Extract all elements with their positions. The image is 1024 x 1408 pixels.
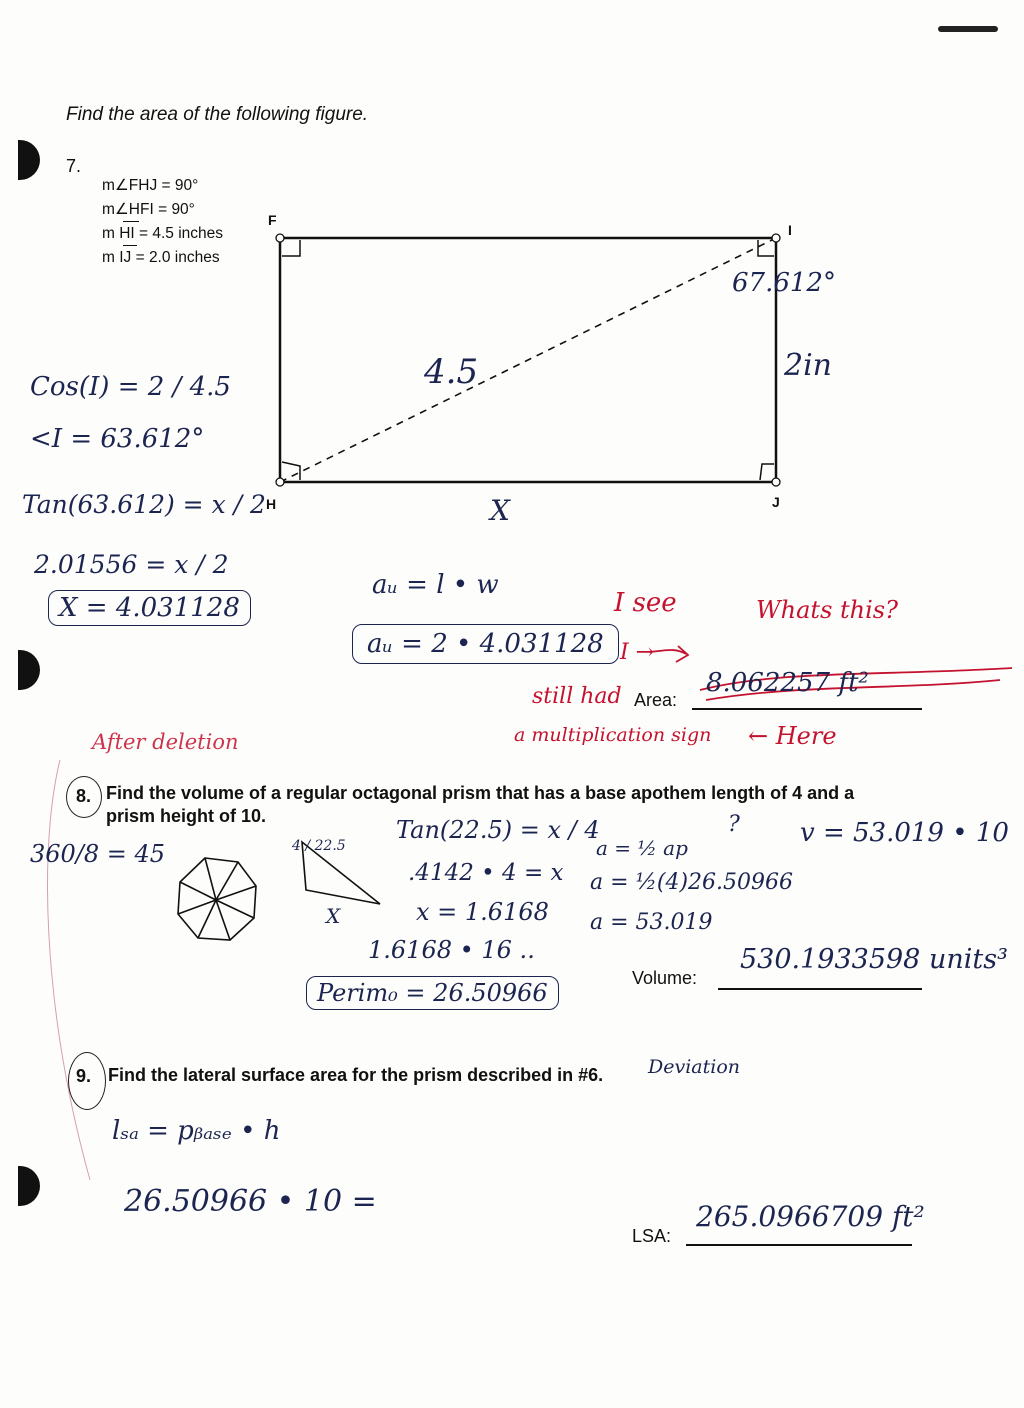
q9-work-calc: 26.50966 • 10 = [124, 1184, 377, 1219]
q7-work-cos: Cos(I) = 2 / 4.5 [30, 372, 231, 402]
q8-work-volume: v = 53.019 • 10 [800, 818, 1009, 848]
diagonal-length-note: 4.5 [424, 352, 479, 392]
given-length-ij: m IJ = 2.0 inches [102, 249, 220, 266]
q9-work-formula: lₛₐ = pᵦₐₛₑ • h [112, 1116, 281, 1146]
q7-work-result: X = 4.031128 [48, 590, 251, 626]
given-angle-hfi: m∠HFI = 90° [102, 201, 195, 218]
page-title: Find the area of the following figure. [66, 104, 369, 125]
q8-work-mult: .4142 • 4 = x [408, 860, 564, 886]
teacher-note-multiplication: a multiplication sign [514, 724, 712, 746]
teacher-note-i-see: I see [614, 588, 677, 618]
q7-work-angle: <I = 63.612° [30, 424, 205, 454]
q8-work-a2: a = ½(4)26.50966 [590, 870, 793, 895]
q8-triangle-label: 4 / 22.5 [292, 838, 346, 854]
q9-note: Deviation [648, 1056, 741, 1078]
q8-work-perim: Perim₀ = 26.50966 [306, 976, 559, 1010]
volume-answer-value: 530.1933598 units³ [740, 944, 1008, 975]
q8-work-angle: 360/8 = 45 [30, 840, 166, 868]
q8-work-perim-calc: 1.6168 • 16 .. [368, 936, 535, 964]
vertex-i-label: I [788, 222, 792, 238]
vertex-h-label: H [266, 496, 277, 512]
teacher-note-arrow: I → [620, 640, 655, 665]
q7-number: 7. [66, 156, 82, 176]
q7-work-solve: 2.01556 = x / 2 [34, 550, 229, 579]
given-angle-fhj: m∠FHJ = 90° [102, 177, 199, 194]
area-label: Area: [634, 690, 678, 710]
lsa-label: LSA: [632, 1226, 672, 1246]
angle-note: 67.612° [732, 268, 836, 298]
q8-number: 8. [76, 786, 92, 806]
area-answer-value: 8.062257 ft² [706, 668, 869, 698]
teacher-note-here: ← Here [748, 722, 837, 750]
q8-text-line1: Find the volume of a regular octagonal prism that has a base apothem length of 4 and a [106, 783, 855, 803]
side-length-note: 2in [784, 348, 833, 383]
vertex-f-label: F [268, 212, 277, 228]
q8-work-question: ? [728, 812, 740, 837]
q8-work-a3: a = 53.019 [590, 910, 713, 935]
q8-work-a1: a = ½ ap [596, 836, 688, 860]
teacher-note-after: After deletion [92, 730, 239, 754]
q8-work-tan: Tan(22.5) = x / 4 [396, 816, 600, 844]
octagon-sketch [178, 842, 380, 940]
teacher-note-whats-this: Whats this? [756, 596, 898, 624]
q7-area-calc: aᵤ = 2 • 4.031128 [352, 624, 619, 664]
bottom-x-note: X [490, 494, 510, 527]
q8-text-line2: prism height of 10. [106, 806, 267, 826]
vertex-j-label: J [772, 494, 780, 510]
volume-answer-line [718, 988, 922, 990]
q8-triangle-x: X [326, 904, 341, 928]
volume-label: Volume: [632, 968, 698, 988]
lsa-answer-line [686, 1244, 912, 1246]
q9-text: Find the lateral surface area for the prism described in #6. [108, 1065, 604, 1085]
teacher-note-still-had: still had [532, 684, 622, 709]
given-length-hi: m HI = 4.5 inches [102, 225, 224, 242]
q9-number: 9. [76, 1066, 92, 1086]
area-answer-line [692, 708, 922, 710]
q8-work-x: x = 1.6168 [416, 898, 549, 926]
q7-area-formula: aᵤ = l • w [372, 570, 499, 600]
q7-work-tan: Tan(63.612) = x / 2 [22, 490, 266, 519]
lsa-answer-value: 265.0966709 ft² [696, 1200, 925, 1233]
